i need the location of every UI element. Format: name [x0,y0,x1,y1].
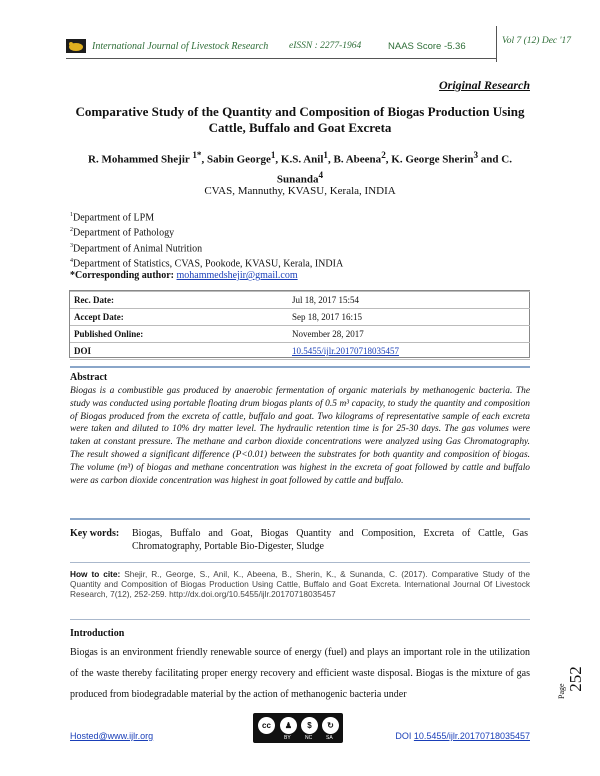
cite-top-rule [70,562,530,563]
journal-name: International Journal of Livestock Research [92,41,269,52]
abstract-text: Biogas is a combustible gas produced by anaerobic fermentation of organic materials by methanogenic bacteria. The study was conducted using portable floating drum biogas plants of 0.5 m³ capacity, to study the quantity and composition of Biogas produced from the excreta of cattle, buffalo and goat. Two kilograms of representative sample of each excreta were taken and diluted to 10% dry matter level. The hydraulic retention time is for 25-30 days. The gas volumes were taken at constant pressure. The methane and carbon dioxide concentrations were analyzed using Gas Chromatography. The result showed a significant difference (P<0.01) between the substrates for both quantity and composition of biogas. The volume (m³) of biogas and methane concentration was highest in the excreta of goat followed by cattle and buffalo were as carbon dioxide concentration was highest in goat followed by cattle and buffalo. [70,386,530,486]
footer-doi-link[interactable]: 10.5455/ijlr.20170718035457 [413,731,530,741]
header-divider [496,26,497,62]
paper-title: Comparative Study of the Quantity and Composition of Biogas Production Using Cattle, Buffalo and Goat Excreta [75,104,525,135]
doi-link[interactable]: 10.5455/ijlr.20170718035457 [292,346,400,356]
section-type: Original Research [438,78,530,92]
keywords-label: Key words: [70,528,120,539]
department-item: $^1$Department of LPM [70,212,155,224]
cite-bottom-rule [70,619,530,620]
header-rule [66,58,496,59]
corresponding-author [70,270,298,281]
department-item: $^3$Department of Animal Nutrition [70,242,203,254]
affiliation: CVAS, Mannuthy, KVASU, Kerala, INDIA [204,185,396,197]
cite-text: Shejir, R., George, S., Anil, K., Abeena, B., Sherin, K., & Sunanda, C. (2017). Comparative Study of the Quantity and Composition of Biogas Production Using Cattle, Buffalo and Goat Excreta. International Journal Of Livestock Research, 7(12), 252-259. http://dx.doi.org/10.5455/ijlr.20170718035457 [70,569,530,600]
footer-doi [395,731,530,741]
cc-by-label: BY [284,735,291,741]
hosted-link[interactable]: Hosted@www.ijlr.org [70,731,154,741]
page-label: Page [557,683,566,699]
cc-icon: cc [258,717,275,734]
introduction-heading: Introduction [70,628,125,639]
keywords-text: Biogas, Buffalo and Goat, Biogas Quantity and Composition, Excreta of Cattle, Gas Chromatography, Portable Bio-Digester, Sludge [132,528,528,552]
abstract-bottom-rule [70,518,530,520]
how-to-cite [70,569,530,600]
cc-license-badge[interactable] [253,713,343,743]
author-list: R. Mohammed Shejir $^{1*}$, Sabin George$^1$, K.S. Anil$^1$, B. Abeena$^2$, K. George Sherin$^3$ and C. Sunanda$^4$ [88,150,512,186]
corresponding-label: *Corresponding author: [70,270,174,281]
cite-label: How to cite: [70,569,121,579]
naas-score: NAAS Score -5.36 [388,41,466,52]
page-number [555,655,595,715]
page-number-value: 252 [565,666,585,692]
noncommercial-icon: $ [301,717,318,734]
department-list [70,209,343,270]
table-row: DOI 10.5455/ijlr.20170718035457 [70,343,530,360]
cc-nc-label: NC [305,735,313,741]
dates-table [70,291,530,360]
journal-header [66,30,600,70]
footer-doi-label: DOI [395,731,412,741]
sharealike-icon: ↻ [322,717,339,734]
journal-issn: eISSN : 2277-1964 [289,41,362,51]
table-row: Accept Date: Sep 18, 2017 16:15 [70,309,530,326]
table-row: Rec. Date: Jul 18, 2017 15:54 [70,292,530,309]
table-row: Published Online: November 28, 2017 [70,326,530,343]
corresponding-email-link[interactable]: mohammedshejir@gmail.com [176,270,298,281]
introduction-text: Biogas is an environment friendly renewable source of energy (fuel) and plays an important role in the utilization of the waste thereby facilitating proper energy recovery and efficient waste disposal. Biogas is the mixture of gas produced from biodegradable material by the action of methanogenic bacteria under [70,647,530,700]
person-icon: ♟ [280,717,297,734]
journal-logo-icon [66,39,86,53]
abstract-heading: Abstract [70,372,108,383]
department-item: $^2$Department of Pathology [70,227,175,239]
keywords [70,527,530,553]
cc-sa-label: SA [326,735,333,741]
abstract-top-rule [70,366,530,368]
department-item: $^4$Department of Statistics, CVAS, Pookode, KVASU, Kerala, INDIA [70,257,344,270]
journal-volume: Vol 7 (12) Dec '17 [502,36,572,46]
